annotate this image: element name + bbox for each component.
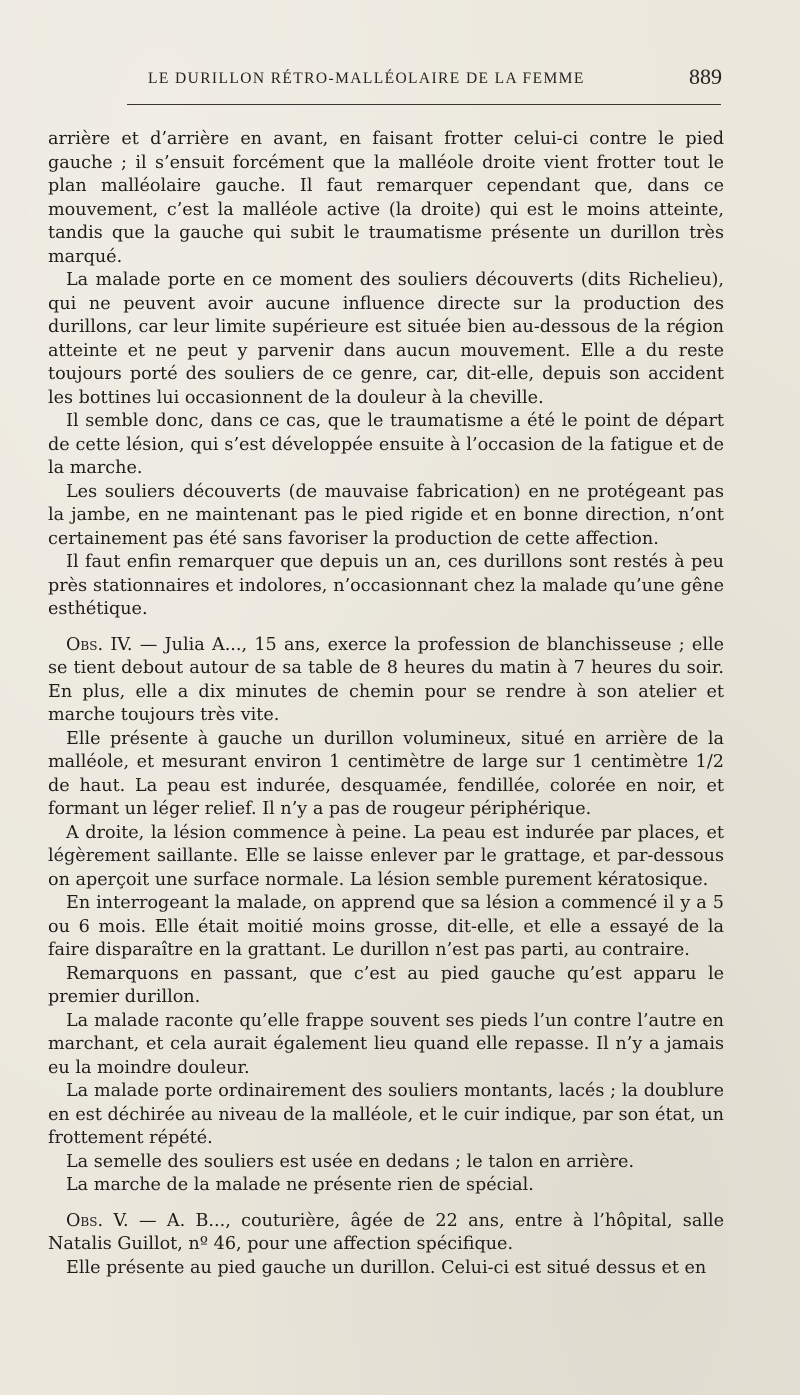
observation-heading-paragraph [48,1210,724,1257]
paragraph-text: Il semble donc, dans ce cas, que le traumatisme a été le point de départ de cette lésion, qui s’est développée ensuite à l’occasion de la fatigue et de la marche. [48,411,724,478]
paragraph [48,892,724,963]
paragraph [48,1010,724,1081]
observation-label: Obs. V. [66,1210,129,1231]
paragraph-text: La malade raconte qu’elle frappe souvent ses pieds l’un contre l’autre en marchant, et cela aurait également lieu quand elle repasse. Il n’y a jamais eu la moindre douleur. [48,1010,724,1078]
paragraph [48,410,724,481]
paragraph-text: La marche de la malade ne présente rien de spécial. [66,1175,534,1195]
paragraph-text: Il faut enfin remarquer que depuis un an, ces durillons sont restés à peu près stationnaires et indolores, n’occasionnant chez la malade qu’une gêne esthétique. [48,552,724,619]
paragraph [48,1080,724,1151]
paragraph-text: Les souliers découverts (de mauvaise fabrication) en ne protégeant pas la jambe, en ne maintenant pas le pied rigide et en bonne direction, n’ont certainement pas été sans favoriser la production de cette affection. [48,481,724,549]
paragraph [48,269,724,410]
running-title: LE DURILLON RÉTRO-MALLÉOLAIRE DE LA FEMME [148,70,585,87]
paragraph-text: La semelle des souliers est usée en dedans ; le talon en arrière. [66,1151,635,1172]
paragraph [48,1174,724,1198]
paragraph-text: Elle présente à gauche un durillon volumineux, situé en arrière de la malléole, et mesurant environ 1 centimètre de large sur 1 centimètre 1/2 de haut. La peau est indurée, desquamée, fendillée, colorée en noir, et formant un léger relief. Il n’y a pas de rougeur périphérique. [48,728,724,819]
header-rule [127,104,721,105]
paragraph-text: A droite, la lésion commence à peine. La peau est indurée par places, et légèrement saillante. Elle se laisse enlever par le grattage, et par-dessous on aperçoit une surface normale. La lésion semble purement kératosique. [48,822,724,890]
paragraph-text: La malade porte en ce moment des souliers découverts (dits Richelieu), qui ne peuvent avoir aucune influence directe sur la production des durillons, car leur limite supérieure est située bien au-dessous de la région atteinte et ne peut y parvenir dans aucun mouvement. Elle a du reste toujours porté des souliers de ce genre, car, dit-elle, depuis son accident les bottines lui occasionnent de la douleur à la cheville. [48,270,724,408]
paragraph [48,728,724,822]
body-text [48,128,724,1280]
paragraph-text: arrière et d’arrière en avant, en faisant frotter celui-ci contre le pied gauche ; il s’ensuit forcément que la malléole droite vient frotter tout le plan malléolaire gauche. Il faut remarquer cependant que, dans ce mouvement, c’est la malléole active (la droite) qui est le moins atteinte, tandis que la gauche qui subit le traumatisme présente un durillon très marqué. [48,129,724,267]
observation-heading-paragraph [48,634,724,728]
paragraph [48,128,724,269]
paragraph-text: — A. B..., couturière, âgée de 22 ans, entre à l’hôpital, salle Natalis Guillot, nº 46, pour une affection spécifique. [48,1210,724,1254]
paragraph-text: Remarquons en passant, que c’est au pied gauche qu’est apparu le premier durillon. [48,963,724,1007]
paragraph [48,1151,724,1175]
paragraph-text: Elle présente au pied gauche un durillon. Celui-ci est situé dessus et en [66,1257,707,1278]
page-header [108,64,722,100]
paragraph [48,963,724,1010]
paragraph [48,551,724,622]
paragraph [48,822,724,893]
page-number: 889 [689,64,722,89]
observation-label: Obs. IV. [66,634,133,655]
paragraph-text: La malade porte ordinairement des souliers montants, lacés ; la doublure en est déchirée au niveau de la malléole, et le cuir indique, par son état, un frottement répété. [48,1081,724,1148]
paragraph-text: En interrogeant la malade, on apprend que sa lésion a commencé il y a 5 ou 6 mois. Elle était moitié moins grosse, dit-elle, et elle a essayé de la faire disparaître en la grattant. Le durillon n’est pas parti, au contraire. [48,893,724,960]
paragraph [48,481,724,552]
paragraph [48,1257,724,1281]
paragraph-text: — Julia A..., 15 ans, exerce la profession de blanchisseuse ; elle se tient debout autour de sa table de 8 heures du matin à 7 heures du soir. En plus, elle a dix minutes de chemin pour se rendre à son atelier et marche toujours très vite. [48,634,725,725]
